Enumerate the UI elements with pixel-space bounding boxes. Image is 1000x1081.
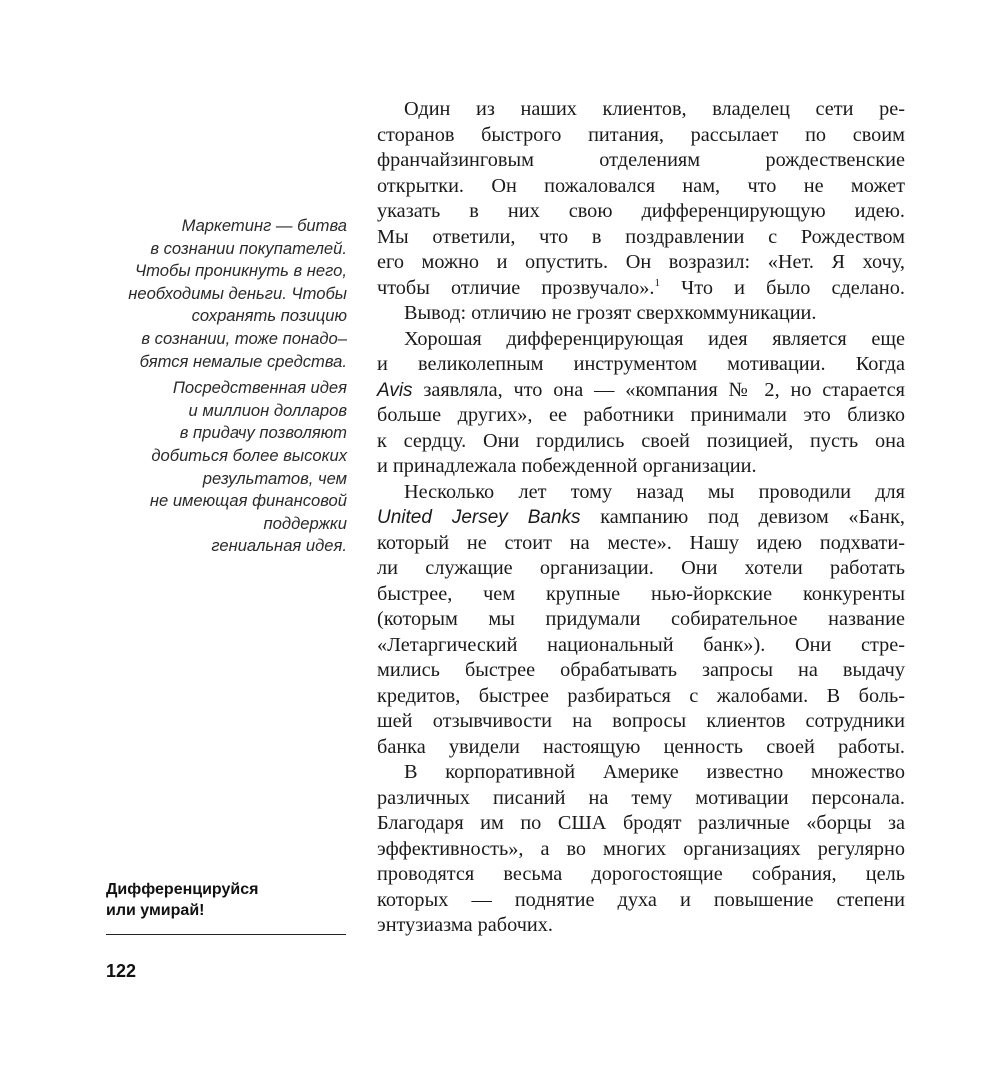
text-line: Один из наших клиентов, владелец сети ре- <box>404 98 905 120</box>
text-line: энтузиазма рабочих. <box>377 914 553 936</box>
text-line: которых — поднятие духа и повышение степени <box>377 888 905 911</box>
quote-line: добиться более высоких <box>151 445 347 465</box>
text-line: к сердцу. Они гордились своей позицией, пусть она <box>377 429 905 452</box>
quote-line: необходимы деньги. Чтобы <box>128 283 347 303</box>
text-line: Благодаря им по США бродят различные «борцы за <box>377 812 905 834</box>
text-line: и принадлежала побежденной организации. <box>377 455 757 477</box>
paragraph-5 <box>377 760 905 939</box>
text-fragment: кампанию под девизом «Банк, <box>580 506 905 528</box>
sidebar-quote <box>105 215 347 562</box>
quote-line: и миллион долларов <box>188 400 347 420</box>
text-line <box>377 378 905 404</box>
quote-line: результатов, чем <box>202 468 347 488</box>
paragraph-1 <box>377 97 905 301</box>
text-line: эффективность», а во многих организациях регулярно <box>377 837 905 860</box>
text-line: и великолепным инструментом мотивации. Когда <box>377 353 905 375</box>
text-line: «Летаргический национальный банк»). Они стре- <box>377 633 905 656</box>
text-line: сторанов быстрого питания, рассылает по своим <box>377 123 905 146</box>
sidebar-quote-paragraph-1 <box>105 215 347 373</box>
quote-line: поддержки <box>263 513 347 533</box>
text-line: различных писаний на тему мотивации персонала. <box>377 786 905 809</box>
text-line: Хорошая дифференцирующая идея является еще <box>404 327 905 350</box>
text-line: кредитов, быстрее разбираться с жалобами. В боль- <box>377 684 905 707</box>
text-fragment: заявляла, что она — «компания № 2, но старается <box>412 378 905 401</box>
quote-line: не имеющая финансовой <box>149 491 347 511</box>
book-title <box>106 879 346 921</box>
text-line: Мы ответили, что в поздравлении с Рождеством <box>377 225 905 248</box>
text-fragment: чтобы отличие прозвучало». <box>377 276 655 299</box>
text-line: больше других», ее работники принимали это близко <box>377 404 905 426</box>
text-line: франчайзинговым отделениям рождественские <box>377 149 905 171</box>
quote-line: в придачу позволяют <box>179 423 347 443</box>
paragraph-4 <box>377 480 905 761</box>
quote-line: Посредственная идея <box>172 378 347 398</box>
main-text <box>377 97 905 939</box>
quote-line: в сознании, тоже понадо– <box>141 328 347 348</box>
text-line: ли служащие организации. Они хотели работать <box>377 557 905 579</box>
title-divider <box>106 934 346 935</box>
text-line: В корпоративной Америке известно множество <box>404 761 905 783</box>
text-line: шей отзывчивости на вопросы клиентов сотрудники <box>377 710 905 732</box>
quote-line: Маркетинг — битва <box>181 216 347 235</box>
text-line: указать в них свою дифференцирующую идею. <box>377 200 905 222</box>
text-line <box>377 276 905 302</box>
text-line: проводятся весьма дорогостоящие собрания, цель <box>377 863 905 885</box>
page-number: 122 <box>106 961 137 981</box>
text-line: (которым мы придумали собирательное название <box>377 608 905 630</box>
text-line: быстрее, чем крупные нью-йоркские конкуренты <box>377 582 905 605</box>
brand-name-united-jersey-banks: United Jersey Banks <box>377 507 581 528</box>
text-line: открытки. Он пожаловался нам, что не может <box>377 174 905 197</box>
text-line: мились быстрее обрабатывать запросы на выдачу <box>377 659 905 681</box>
text-line: Вывод: отличию не грозят сверхкоммуникации. <box>404 302 817 324</box>
book-title-line: или умирай! <box>106 902 205 919</box>
brand-name-avis: Avis <box>377 379 413 401</box>
paragraph-2 <box>377 301 905 327</box>
text-line <box>377 505 905 531</box>
footnote-marker: 1 <box>654 276 660 289</box>
paragraph-3 <box>377 327 905 480</box>
quote-line: гениальная идея. <box>211 536 347 556</box>
quote-line: сохранять позицию <box>191 306 347 326</box>
text-line: банка увидели настоящую ценность своей работы. <box>377 735 905 758</box>
quote-line: бятся немалые средства. <box>139 351 347 371</box>
book-title-line: Дифференцируйся <box>106 881 259 898</box>
quote-line: Чтобы проникнуть в него, <box>134 261 347 281</box>
text-line: его можно и опустить. Он возразил: «Нет. Я хочу, <box>377 251 905 273</box>
sidebar-quote-paragraph-2 <box>105 377 347 558</box>
text-line: который не стоит на месте». Нашу идею подхвати- <box>377 531 905 554</box>
text-fragment: Что и было сделано. <box>659 276 905 299</box>
text-line: Несколько лет тому назад мы проводили для <box>404 480 905 503</box>
quote-line: в сознании покупателей. <box>150 238 347 258</box>
